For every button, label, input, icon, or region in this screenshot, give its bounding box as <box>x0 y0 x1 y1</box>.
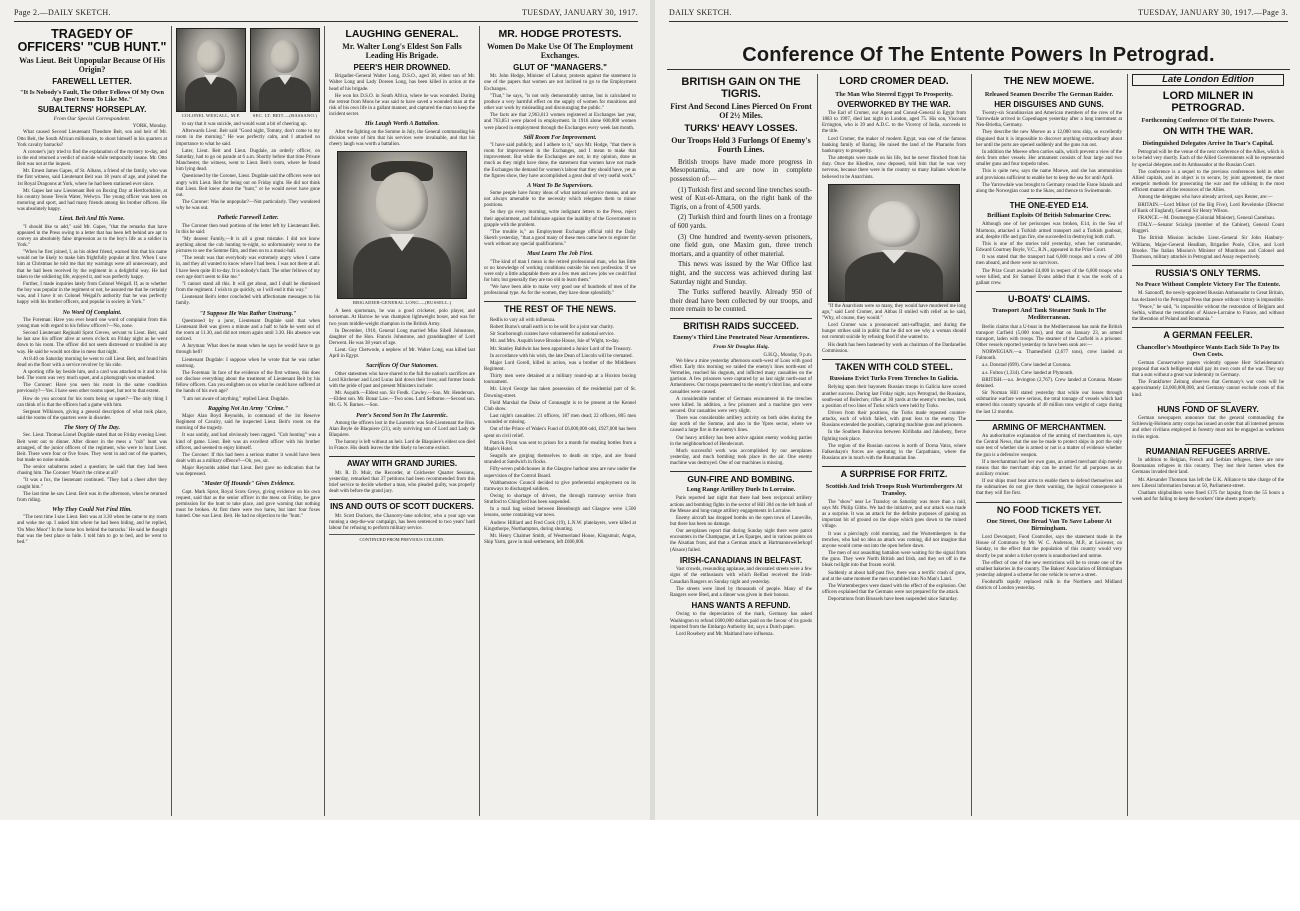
milner-paragraph: The conference is a sequel to the previous conferences held in other Allied capitals, and its object is to secure, by joint agreement, the most energetic methods for prosecuting the war and the utilising in the most efficient manner all the resources of the Allies. <box>1132 169 1284 194</box>
moewe-paragraph: Twenty-six Scandinavian and American members of the crew of the Yarrowdale arrived in Copenhagen yesterday after a long internment at Neu-Brietha, Germany. <box>976 110 1122 129</box>
gunfire-paragraph: Our aeroplanes report that during Sunday night there were patrol encounters in the Champagne, at Les Eparges, and in various points on the Alsatian front, and that a German attack at Hartmannsweilerkopf (Alsace) failed. <box>670 529 812 553</box>
news-item: Major Lord Gorell, killed in action, was a brother of the Middlesex Regiment. <box>484 360 636 372</box>
steel-headline: TAKEN WITH COLD STEEL. <box>835 361 953 372</box>
tickets-paragraph: The effect of one of the new restrictions will be to create one of the smallest bakeries in the country. The Bakers' Association of Birmingham yesterday adopted a scheme for one vehicle to serve a street. <box>976 560 1122 579</box>
long-paragraph: After the fighting on the Somme in July, the General commanding his division wrote of him that his services were invaluable, and that his cheery laugh was worth a battalion. <box>329 129 475 147</box>
uboat-list-item: a.s. Fulton (1,334). Crew landed at Plymouth. <box>982 370 1074 376</box>
milner-deck: Forthcoming Conference Of The Entente Powers. <box>1141 117 1275 125</box>
letter-paragraph: "My dearest Family,—It is all a great mistake. I did not know anything about the cub hunting to-night, so unfortunately went to the pictures to see the Somme film, and then on to a music-hall. <box>176 236 320 255</box>
cub-sub1: FAREWELL LETTER. <box>52 77 132 87</box>
cub-subhead: The Story Of The Day. <box>64 425 120 432</box>
news-item: Redlis to vary all with influenza. <box>490 317 556 323</box>
left-folio-left: Page 2.—DAILY SKETCH. <box>14 8 111 17</box>
right-folio-right: TUESDAY, JANUARY 30, 1917.—Page 3. <box>1138 8 1288 17</box>
gunfire-paragraph: Paris reported last night that there had been reciprocal artillery actions and bombing fights in the sector of Hill 304 on the left bank of the Meuse and long-range artillery engagements in Lorraine. <box>670 496 812 514</box>
lt-beit-photo <box>250 28 320 112</box>
tigris-paragraph: British troops have made more progress in Mesopotamia, and are now in complete possession of:— <box>670 157 812 184</box>
column-rule <box>324 26 325 816</box>
moewe-paragraph: In addition the Moewe often carries sails, which prevent a view of the deck from other vessels. Her armament consists of four large and two smaller guns and four torpedo tubes. <box>976 149 1122 168</box>
lt-beit-caption: SEC. LT. BEIT.—(BASSANO.) <box>252 113 318 118</box>
continued-notice: CONTINUED FROM PREVIOUS COLUMN. <box>329 534 475 543</box>
letter-paragraph: It was untidy, and had obviously been ragged. "Cub hunting" was a kind of game. Lieut. Beit was an excellent officer with his brother officers, and seemed to enjoy himself. <box>176 433 320 451</box>
fritz-headline: A SURPRISE FOR FRITZ. <box>840 469 948 480</box>
e14-paragraph: The Prize Court awarded £4,000 in respect of the 6,000 troops who were killed, and Sir Samuel Evans added that it was the work of a gallant crew. <box>976 268 1122 286</box>
raids-headline: BRITISH RAIDS SUCCEED. <box>683 320 799 331</box>
cub-dateline: YORK, Monday. <box>132 124 167 130</box>
tickets-deck: One Street, One Bread Van To Save Labour At Birmingham. <box>986 518 1112 533</box>
long-paragraph: A keen sportsman, he was a good cricketer, polo player, and horseman. At Harrow he was champion lightweight boxer, and was for two years middle-weight champion in the British Army. <box>329 309 475 327</box>
news-item: Mr. Stanley Baldwin has been appointed a Junior Lord of the Treasury. <box>490 346 632 352</box>
column-rule <box>971 74 972 816</box>
e14-headline: THE ONE-EYED E14. <box>1009 200 1089 210</box>
news-item: Mr. Lloyd George has taken possession of the residential part of St. Downing-street. <box>484 387 636 399</box>
letter-paragraph: The Coroner: Was he unpopular?—Not particularly. They wondered why he was out. <box>176 200 320 212</box>
letter-paragraph: The Foreman: In face of the evidence of the first witness, this does not disclose everything about the treatment of Lieutenant Beit by his fellow officers. Can you enlighten us on what he could have suffered at the hands of his own age? <box>176 370 320 395</box>
late-edition-box: Late London Edition <box>1132 74 1284 86</box>
fritz-paragraph: It was a piercingly cold morning, and the Wurtembergers in the trenches, who had no idea an attack was coming, did not imagine that anyone would come out into the open before dawn. <box>822 531 966 549</box>
cub-hunt-column <box>14 26 170 816</box>
long-paragraph: Brigadier-General Walter Long, D.S.O., aged 38, eldest son of Mr. Walter Long and Lady Doreen Long, has been killed in action at the head of his brigade. <box>329 74 475 92</box>
left-folio-right: TUESDAY, JANUARY 30, 1917. <box>522 8 638 17</box>
letter-paragraph: The Coroner then read portions of the letter left by Lieutenant Beit. In this he said: <box>176 223 320 235</box>
news-item: Mr. and Mrs. Asquith leave Brooke House, Isle of Wight, to-day. <box>490 339 620 345</box>
fritz-paragraph: The men of our assaulting battalion were waiting for the signal from the guns. They were North British and Irish, and they set off in the bleak twilight into that frozen world. <box>822 551 966 569</box>
fritz-deck: Scottish And Irish Troops Rush Wurtembergers At Transloy. <box>825 482 963 497</box>
letter-paragraph: "I am not aware of anything," replied Lieut. Dugdale. <box>182 396 289 402</box>
news-item: Mr. Henry Chalmer Smith, of Westmerland House, Kingsmuir, Angus, Ship Yarm, gave in mail settlement, left £600,000. <box>484 533 636 546</box>
moewe-paragraph: This is quite new, says the name Moewe, and she has ammunition and provisions sufficient to enable her to keep the sea for until April. <box>976 169 1122 181</box>
cromer-headline: LORD CROMER DEAD. <box>839 76 949 87</box>
steel-paragraph: Relying upon their bayonets Russian troops in Galicia have scored another success. During last Friday night, says Petrograd, the Russians, south-east of Bolechov, rifles at 30 yards at the enemy's trenches, took a position of two lines of Turks which were held by Turks. <box>822 385 966 409</box>
cromer-paragraph: His death has been hastened by work as chairman of the Dardanelles Commission. <box>822 342 966 354</box>
letter-paragraph: "I cannot stand all this. It will get about, and I shall be dismissed from the regiment. I wish to go quickly, so I will end it this way." <box>176 281 320 294</box>
raids-byline: From Sir Douglas Haig. <box>712 344 770 351</box>
divider <box>822 466 966 467</box>
cromer-paragraph: The attempts were made on his life, but he never flinched from his duty. Once the Khedive, now deposed, told him that he was very nervous, because there were in the country so many Italians whom he believed to be Anarchists. <box>822 156 966 180</box>
divider <box>1132 327 1284 328</box>
raids-paragraph: A considerable number of Germans encountered in the trenches were killed. In addition, a few prisoners and a machine gun were secured. Our casualties were very slight. <box>670 396 812 415</box>
merchant-headline: ARMING OF MERCHANTMEN. <box>992 422 1106 432</box>
hodge-paragraph: Some people have funny ideas of what national service means, and are not always amenable to the necessity which relegates them to minor positions. <box>484 190 636 209</box>
letter-paragraph: to say that it was suicide, and would want a bit of cheering up. <box>182 122 307 128</box>
refund-headline: HANS WANTS A REFUND. <box>691 600 791 610</box>
left-page <box>0 0 650 820</box>
milner-deck2: Distinguished Delegates Arrive In Tsar's Capital. <box>1142 140 1274 148</box>
cub-paragraph: A sporting rifle lay beside him, and a card was attached to it and to his bed. The room was very much upset, and a photograph was smashed. <box>17 369 167 382</box>
hodge-headline: MR. HODGE PROTESTS. <box>498 28 622 40</box>
milner-paragraph: Among the delegates who have already arrived, says Reuter, are:— <box>1138 195 1273 201</box>
hodge-paragraph: "I have said publicly, and I adhere to it," says Mr. Hodge, "that there is room for improvement in the Exchanges, and I mean to make that improvement. But while the Exchanges are not, in my opinion, done as much as they might have done, the statement that women have not made the Exchanges the demand for women's labour that they should have, yet as the figures show, they have accomplished a great deal of very useful work." <box>484 142 636 179</box>
letter-paragraph: Questioned by the Coroner, Lieut. Dugdale said the officers were not angry with Lieut. Beit for being out on Friday night. He did not think that Lieut. Beit knew about the "hunt," or he would never have gone out. <box>176 174 321 198</box>
right-folio <box>669 4 1288 22</box>
tickets-headline: NO FOOD TICKETS YET. <box>996 504 1102 515</box>
news-item: Field Marshal the Duke of Connaught is to be present at the Kennel Club show. <box>484 400 636 412</box>
fritz-paragraph: The Wurtembergers were dazed with the effect of the explosion. Our officers explained that the Germans were not prepared for the attack. <box>822 583 966 595</box>
hodge-paragraph: "The trouble is," an Employment Exchange official told the Daily Sketch yesterday, "that a good many of these men came here to register for work without any special qualifications." <box>484 229 636 248</box>
cub-paragraph: What caused Second Lieutenant Theodore Beit, son and heir of Mr. Otto Beit, the South African millionaire, to shoot himself in his quarters at York cavalry barracks? <box>17 130 167 148</box>
long-headline: LAUGHING GENERAL. <box>345 28 459 40</box>
column-rule <box>817 74 818 816</box>
left-folio <box>14 4 638 22</box>
letter-paragraph: Afterwards Lieut. Beit said "Good night, Tommy, don't come to my room in the morning." He was perfectly calm, and I attached no importance to what he said. <box>176 129 320 147</box>
cub-paragraph: "The next time I saw Lieut. Beit was at 3.30 when he came to my room and woke me up. I asked him where he had been hiding, and he replied, 'On Moo Moor'! In the horse box behind the barracks.' He said he thought that was the best place to hide. I told him to go to bed, and he went to bed." <box>17 515 167 545</box>
cub-paragraph: Sergeant Wilkinson, giving a general description of what took place, said the rooms of the quarters were in disorder. <box>17 409 167 422</box>
cromer-deck: The Man Who Steered Egypt To Prosperity. <box>835 90 953 98</box>
cub-quote: "It Is Nobody's Fault, The Other Fellows Of My Own Age Don't Seem To Like Me." <box>20 88 164 103</box>
long-paragraph: He won his D.S.O. in South Africa, where he was wounded. During the retreat from Mons he was said to have saved a wounded man at the risk of his own life in a gallant manner, and captured the man to keep the incident secret. <box>329 93 475 118</box>
divider <box>329 456 475 457</box>
brigadier-long-caption: BRIGADIER-GENERAL LONG.—(RUSSELL.) <box>352 300 452 306</box>
cub-sub2: SUBALTERNS' HORSEPLAY. <box>37 104 147 114</box>
raids-paragraph: Much successful work was accomplished by our aeroplanes yesterday, and much bombing took place in the air. One enemy machine was destroyed. One of our machines is missing. <box>670 448 812 467</box>
gunfire-paragraph: Enemy aircraft has dropped bombs on the open town of Luneville, but there has been no damage. <box>670 515 812 528</box>
divider <box>670 471 812 472</box>
letter-subhead: Ragging Not An Army "Crime." <box>207 405 289 412</box>
letter-subhead: Pathetic Farewell Letter. <box>217 215 279 222</box>
merchant-paragraph: If our ships must bear arms to enable them to defend themselves and the submarines do not give them warning, the logical consequence is that they will fire first. <box>976 479 1122 497</box>
tigris-paragraph: The Turks suffered heavily. Already 950 of their dead have been collected by our troops, and more remain to be counted. <box>670 288 812 314</box>
belfast-paragraph: The streets were lined by thousands of people. Many of the Rangers were fêted, and a dinner was given in their honour. <box>670 586 812 598</box>
raids-deck: Enemy's Third Line Penetrated Near Armentieres. <box>672 334 810 342</box>
cub-subhead: No Word Of Complaint. <box>62 309 122 316</box>
hodge-paragraph: "We have been able to make very good use of hundreds of men of the professional type. As for the women, they have done splendidly." <box>484 285 636 297</box>
conference-banner: Conference Of The Entente Powers In Petrograd. <box>667 40 1290 70</box>
raids-paragraph: Our heavy artillery has been active against enemy working parties in the neighbourhood of Hendecourt. <box>670 435 812 447</box>
cub-subhead: Why They Could Not Find Him. <box>52 507 132 514</box>
raids-paragraph: There was considerable artillery activity on both sides during the day north of the Somme, and also in the Ypres sector, where we caused a large fire in the enemy's lines. <box>670 416 812 434</box>
cromer-paragraph: Lord Cromer was a pronounced anti-suffragist, and during the hunger strikes said in public that he did not see why a woman should not commit suicide by refusing food if she wanted to. <box>822 323 966 341</box>
news-item: Patrick Flynn was sent to prison for a month for stealing bottles from a Maple's Hotel. <box>484 440 636 452</box>
hodge-subhead: Must Learn The Job First. <box>527 251 593 258</box>
cromer-paragraph: The Earl of Cromer, our Agent and Consul-General in Egypt from 1883 to 1907, died last night in London, aged 75. His son, Viscount Errington, who is 39 and A.D.C. to the Viceroy of India, succeeds to the title. <box>822 110 966 135</box>
cub-paragraph: "I should like to add," said Mr. Gapes, "that the remarks that have appeared in the Press owing to a letter that has been left behind are apt to convey an absolutely false impression as to the boy's life as a soldier in York." <box>17 224 167 248</box>
refugees-paragraph: Mr. Alexander Thomson has left the U.K. Alliance to take charge of the new Liberal information bureau at 50, Parliament-street. <box>1132 477 1284 489</box>
cromer-sub1: OVERWORKED BY THE WAR. <box>837 99 951 109</box>
cub-paragraph: A coroner's jury tried to find the explanation of the mystery to-day, and in the end returned a verdict of suicide while temporarily insane. Mr. Otto Beit was not at the inquest. <box>17 149 167 168</box>
divider <box>976 291 1122 292</box>
hodge-deck: Women Do Make Use Of The Employment Exchanges. <box>486 42 634 60</box>
moewe-paragraph: The Yarrowdale was brought to Germany round the Faroe Islands and along the Norwegian coast to the Skaw, and thence to Swinemunde. <box>976 182 1122 194</box>
e14-paragraph: Although one of her periscopes was broken, E14, in the Sea of Marmora, attacked a Turkish armed transport and a Turkish gunboat, and, despite rifle and gun fire, she succeeded in destroying both craft. <box>976 222 1122 240</box>
grand-juries-headline: AWAY WITH GRAND JURIES. <box>346 459 458 469</box>
tigris-deck2: Our Troops Hold 3 Furlongs Of Enemy's Fourth Lines. <box>671 135 811 154</box>
cub-paragraph: Sec. Lieut. Thomas Lionel Dugdale stated that on Friday evening Lieut. Beit went out to dinner. After dinner in the mess a "cub" hunt was arranged, of the junior officers of the regiment, who were to hunt Lieut. Beit. There were four or five foxes. They went in and out of the quarters, but made no noise outside. <box>17 433 167 463</box>
moewe-sub1: HER DISGUISES AND GUNS. <box>994 99 1104 109</box>
cub-paragraph: "When he first joined, I, as his oldest friend, warned him that his name would not be likely to make him frightfully popular at first. When I saw him at Christmas he told me that my warnings were all unnecessary, and that he had been received by the regiment in a delightful way. He had taken to the soldiering life, enjoyed it, and was perfectly happy. <box>17 250 167 280</box>
long-paragraph: Lieut. Guy Chetwode, a nephew of Mr. Walter Long, was killed last April in Egypt. <box>329 348 475 360</box>
moewe-paragraph: They describe the new Moewe as a 12,000 tons ship, so excellently disguised that it is impossible to discover anything extraordinary about her until the ports are opened suddenly and the guns run out. <box>976 130 1122 148</box>
hodge-sub1: GLUT OF "MANAGERS." <box>513 62 607 72</box>
cub-deck: Was Lieut. Beit Unpopular Because Of His Origin? <box>19 56 165 75</box>
belfast-headline: IRISH-CANADIANS IN BELFAST. <box>679 555 803 565</box>
cub-paragraph: Further, I made inquiries lately from Colonel Weigall. If, as to whether the boy was popular in the regiment or not, he assured me that he certainly was, and I have it on Colonel Weigall's authority that he was perfectly happy with his brother officers, and popular in society in York." <box>17 281 167 306</box>
divider <box>1185 444 1231 445</box>
merchant-paragraph: An authoritative explanation of the arming of merchantmen is, says the Central News, that the use be made to protect ships in port the only sure test of whether she is armed or not is a matter of evidence whether the gun is a defensive weapon. <box>976 434 1122 458</box>
milner-paragraph: The British Mission includes Lieut.-General Sir John Hanbury-Williams, Major-General Headlam, Brigadier Poole, Clive, and Lord Brooke. The Italian Mission's Minister of Munitions and Colonel and Thomson, military attachés in Petrograd and Assay respectively. <box>1132 236 1284 260</box>
long-column <box>326 26 478 816</box>
milner-headline: LORD MILNER IN PETROGRAD. <box>1162 90 1254 114</box>
letter-paragraph: Major Reynolds added that Lieut. Beit gave no indication that he was depressed. <box>176 466 320 478</box>
milner-sub1: ON WITH THE WAR. <box>1162 126 1254 138</box>
moewe-column <box>973 74 1125 816</box>
e14-deck: Brilliant Exploits Of British Submarine Crew. <box>987 212 1111 220</box>
column-rule <box>479 26 480 816</box>
news-item: Thirty men were detained at a military round-up at a Hoxton boxing tournament. <box>484 374 636 386</box>
lord-cromer-photo <box>828 184 960 302</box>
milner-delegate: FRANCE.—M. Doumergue (Colonial Minister), General Castelnau. <box>1138 215 1275 221</box>
cub-subhead: Lieut. Beit And His Name. <box>59 216 125 223</box>
tigris-list-item: (1) Turkish first and second line trenches south-west of Kut-el-Amara, on the right bank of the Tigris, on a front of 4,500 yards. <box>670 185 812 211</box>
belfast-paragraph: Vast crowds, resounding applause, and decorated streets were a few signs of the enthusiasm with which Belfast received the Irish-Canadian Rangers on Sunday night and yesterday. <box>670 567 812 585</box>
uboat-deck: Transport And Tank Steamer Sunk In The Mediterranean. <box>991 307 1107 322</box>
raids-dateline: G.H.Q., Monday, 9 p.m. <box>763 352 812 358</box>
column-rule <box>171 26 172 816</box>
tigris-sub1: TURKS' HEAVY LOSSES. <box>684 123 798 134</box>
tigris-report <box>670 158 812 314</box>
tigris-list-item: (3) One hundred and twenty-seven prisoners, one field gun, one Maxim gun, three trench mortars, and a quantity of other material. <box>670 232 812 258</box>
tigris-paragraph: This news was issued by the War Office last night, and the success was achieved during last Saturday night and Sunday. <box>670 260 812 286</box>
steel-paragraph: In the Southern Bukovina between Kirlibaba and Jakobeny, fierce fighting took place. <box>822 430 966 442</box>
duckers-paragraph: Mr. Scott Duckers, the Chancery-lane solicitor, who a year ago was running a step-the-war campaign, has been sentenced to two years' hard labour for refusing to perform military service. <box>329 513 475 532</box>
tigris-list-item: (2) Turkish third and fourth lines on a frontage of 600 yards. <box>670 213 812 231</box>
steel-deck: Russians Evict Turks From Trenches In Galicia. <box>829 375 959 383</box>
hodge-column <box>481 26 639 816</box>
tigris-headline: BRITISH GAIN ON THE TIGRIS. <box>681 76 801 100</box>
letter-paragraph: Lieutenant Dugdale: I suppose when he wrote that he was rather unstrung. <box>176 357 320 369</box>
russia-terms-paragraph: "Peace," he said, "is impossible without the restoration of Belgium and Serbia, without the restoration of Alsace-Lorraine to France, and without the liberation of Poland and Roumania." <box>1132 304 1284 323</box>
news-item: Fifty-seven publichouses in the Glasgow harbour area are now under the supervision of the Control Board. <box>484 467 636 479</box>
merchant-paragraph: If a merchantman had her own guns, an armed merchant ship merely means that the merchant ship can be armed for all purposes as an auxiliary cruiser. <box>976 459 1122 478</box>
divider <box>1027 198 1071 199</box>
german-feeler-headline: A GERMAN FEELER. <box>1163 330 1253 341</box>
divider <box>976 502 1122 503</box>
cub-paragraph: The last time he saw Lieut. Beit was in the afternoon, when he returned from riding. <box>17 491 167 503</box>
cub-paragraph: Second Lieutenant Reginald Sprot Greves, servant to Lieut. Beit, said he last saw his officer alive at seven o'clock on Friday night as he went down to his room. The officer did not seem distressed or troubled in any way. He said he would not dine in mess that night. <box>17 331 167 355</box>
raids-paragraph: We blew a mine yesterday afternoon south-west of Loos with good effect. Early this morning we raided the enemy's lines north-east of Vermelles, reached his dugouts, and inflicted many casualties on the garrison. A few prisoners were captured by us last night north-east of Armentieres. Our troops penetrated to the enemy's third line, and some casualties were caused. <box>670 358 812 395</box>
hodge-subhead: A Want To Be Supervisors. <box>527 182 593 189</box>
german-feeler-paragraph: German Conservative papers violently oppose Herr Scheidemann's proposal that each belligerent shall pay its own costs of the war. They say that a sum without a great war indemnity to Germany. <box>1132 360 1284 379</box>
steel-paragraph: Driven from their positions, the Turks made repeated counter-attacks, each of which failed, with great loss to the enemy. The Russians extended the position, capturing machine guns and prisoners. <box>822 411 966 429</box>
hodge-paragraph: Mr. John Hodge, Minister of Labour, protests against the statement in one of the papers that women are not inclined to go to the Employment Exchanges. <box>484 74 636 92</box>
cromer-paragraph: "If the Anarchists were so many, they would have murdered me long ago," said Lord Cromer, and Abbas II smiled with relief as he said, "Why, of course, they would." <box>822 303 966 321</box>
cromer-paragraph: Lord Cromer, the maker of modern Egypt, was one of the famous banking family of Baring. He raised the land of the Pharaohs from bankruptcy to prosperity. <box>822 136 966 154</box>
cub-headline: TRAGEDY OF OFFICERS' "CUB HUNT." <box>17 27 167 55</box>
long-subhead: Sacrifices Of Our Statesmen. <box>366 363 438 370</box>
tigris-deck: First And Second Lines Pierced On Front Of 2½ Miles. <box>670 102 812 121</box>
divider <box>1132 265 1284 266</box>
long-paragraph: Among the officers lost in the Laurentic was Sub-Lieutenant the Hon. Alan Boyle de Blaquiere (21), only surviving son of Lord and Lady de Blaquiere. <box>329 420 475 438</box>
long-paragraph: Other statesmen who have shared to the full the nation's sacrifices are Lord Kitchener and Lord Lucas laid down their lives; and former bonds with the pride of past and present Ministers include: <box>329 371 475 389</box>
letter-paragraph: "The result was that everybody was extremely angry when I came in, and they all wanted to know where I had been. I was not there at all. I have been quite ill to-day. It is nobody's fault. The other fellows of my own age don't seem to like me." <box>176 256 320 280</box>
news-item: Last night's casualties: 21 officers, 187 men dead; 22 officers, 805 men wounded or missing. <box>484 414 636 426</box>
divider <box>484 301 636 302</box>
hodge-subhead: Still Room For Improvement. <box>523 134 597 141</box>
uboat-paragraph: Sir Norman Hill stated yesterday that while our losses through submarine warfare were serious, the total tonnage of vessels which had entered this country upwards of 40 million tons weight of cargo during the last 12 months. <box>976 391 1122 415</box>
refund-paragraph: Owing to the depreciation of the mark, Germany has asked Washington to refund £600,000 dollars paid on the favour of its goods imported from the Embargo Authority list, says a Dutch paper. <box>670 612 812 630</box>
milner-column <box>1129 74 1287 816</box>
divider <box>329 499 475 500</box>
fritz-paragraph: Suddenly at about half-past five, there was a terrific crash of guns, and at the same moment the men scrambled into No Man's Land. <box>822 570 966 582</box>
long-sub1: PEER'S HEIR DROWNED. <box>353 62 451 72</box>
duckers-headline: INS AND OUTS OF SCOTT DUCKERS. <box>330 502 474 512</box>
cub-paragraph: "It was a fox, the lieutenant continued. "They had a cheer after they caught him." <box>17 478 167 490</box>
moewe-headline: THE NEW MOEWE. <box>1003 76 1095 87</box>
e14-paragraph: It was stated that the transport had 6,000 troops and a crew of 200 men aboard, and there were no survivors. <box>976 255 1122 267</box>
news-item: In accordance with his wish, the late Dean of Lincoln will be cremated. <box>490 353 633 359</box>
letter-paragraph: The Coroner: If this had been a serious matter it would have been dealt with as a military offence?—Oh, yes, sir. <box>176 452 320 464</box>
russia-terms-headline: RUSSIA'S ONLY TERMS. <box>1155 267 1261 278</box>
cub-paragraph: The senior subalterns asked a question; he said that they had been chasing him. The Coroner: Wasn't the crime at all? <box>17 465 167 477</box>
uboat-list-item: BRITISH.—a.s. Jevington (2,767). Crew landed at Corunna. Master detained. <box>976 377 1122 389</box>
long-subhead: His Laugh Worth A Battalion. <box>364 121 440 128</box>
colonel-weigall-caption: COLONEL WEIGALL, M.P. <box>181 113 241 118</box>
hodge-paragraph: So they go every morning, write indignant letters to the Press, reject their appointment, and fulminate against the inability of the Government to grapple with the problem. <box>484 210 636 228</box>
fritz-paragraph: Deportations from Brussels have been suspended since Saturday. <box>828 597 958 603</box>
tickets-paragraph: Foodstuffs rapidly replaced milk in the Northern and Midland districts of London yesterday. <box>976 580 1122 592</box>
letter-paragraph: Questioned by a juror, Lieutenant Dugdale said that when Lieutenant Beit was given a minute and a half to hide he went out of the room at 11.30, and did not return again until 3.30. His absence was noticed. <box>176 318 320 343</box>
letter-paragraph: A Juryman: What does he mean when he says he would have to go through hell? <box>176 344 320 356</box>
hodge-paragraph: "The kind of man I mean is the retired professional man, who has little or no knowledge of working conditions outside his own profession. If we were only a little adaptable there are a few men and new jobs we could find for him; but generally they are too old to learn them." <box>484 259 636 283</box>
letter-subhead: "Master Of Hounds" Gives Evidence. <box>201 481 295 488</box>
cub-byline: From Our Special Correspondent. <box>53 116 131 123</box>
russia-terms-paragraph: M. Sazonoff, the newly-appointed Russian Ambassador to Great Britain, has declared to the Petrograd Press that peace without victory is impossible. <box>1132 291 1284 303</box>
gunfire-deck: Long Range Artillery Duels In Lorraine. <box>686 486 796 494</box>
cub-paragraph: The Coroner: Have you seen his room in the same condition previously?—Yes. I have seen other rooms upset, but not to that extent. <box>17 383 167 395</box>
officer-photos <box>176 28 320 122</box>
gunfire-headline: GUN-FIRE AND BOMBING. <box>687 474 795 485</box>
moewe-deck: Released Seamen Describe The German Raider. <box>984 90 1114 98</box>
cub-paragraph: Mr. Ernest James Gapes, of St. Albans, a friend of the family, who was the first witness, said Lieutenant Beit was 18 years of age, and joined the 1st Royal Dragoons at York, where he had been stationed ever since. <box>17 169 167 187</box>
uboat-headline: U-BOATS' CLAIMS. <box>1008 293 1090 304</box>
column-rule <box>1127 74 1128 816</box>
news-item: Andrew Hilliard and Fred Cook (19), L.N.W. platelayers, were killed at Kingsthorpe, Northampton, during shunting. <box>484 520 636 532</box>
russia-terms-deck: No Peace Without Complete Victory For The Entente. <box>1135 281 1281 289</box>
brigadier-long-photo <box>337 151 467 299</box>
news-item: Owing to shortage of drivers, the through tramway service from Stratford to Chingford has been suspended. <box>484 493 636 506</box>
news-item: Walthamstow Council decided to give preferential employment on its tramways to discharged soldiers. <box>484 480 636 492</box>
news-item: Seagulls are gorging themselves to death on tripe, and are found stranded at Sandwich in flocks. <box>484 454 636 466</box>
cub-paragraph: Mr. Gapes last saw Lieutenant Beit on Boxing Day at Hertfordshire, at his country house Tewin Water, Welwyn. The young officer was keen on motoring and sport, and had many friends among his brother officers. He was absolutely happy. <box>17 188 167 213</box>
hodge-paragraph: The facts are that 2,963,613 women registered at Exchanges last year, and 763,851 were placed in employment. In 1916 alone 600,000 women were placed in employment through the Exchanges every week last month. <box>484 113 636 131</box>
german-feeler-deck: Chancellor's Mouthpiece Wants Each Side To Pay Its Own Costs. <box>1136 343 1280 358</box>
slavery-paragraph: German newspapers announce that the general commanding the Schleswig-Holstein army corps has issued an order that all interned persons and other civilians employed in forestry must not be engaged as workmen in this region. <box>1132 416 1284 440</box>
fritz-paragraph: The "show" near Le Transloy on Saturday was more than a raid, says Mr. Philip Gibbs. We had the initiative, and our attack was made as a surprise. It was an attack for the definite purposes of gaining an important bit of ground on the slope which goes down to the ruined village. <box>822 499 966 530</box>
uboat-list-item: NORWEGIAN.—a. Thamesfield (2,677 tons), crew landed at Falmouth. <box>976 350 1122 362</box>
hodge-paragraph: "That," he says, "is not only demonstrably untrue, but is calculated to produce a very harmful effect on the supply of women for munitions and other war work by misleading and discouraging the public." <box>484 93 636 112</box>
long-paragraph: In December, 1910, General Long married Miss Sibell Johnstone, daughter of the Hon. Francis Johnstone, and granddaughter of Lord Derwent. He was 38 years of age. <box>329 328 475 346</box>
e14-paragraph: This is one of the stories told yesterday, when her commander, Edward Courtney Boyle, V.C., R.N., appeared in the Prize Court. <box>976 241 1122 254</box>
refugees-headline: RUMANIAN REFUGEES ARRIVE. <box>1145 446 1271 456</box>
long-subhead: Peer's Second Son In The Laurentic. <box>356 412 448 419</box>
grand-juries-paragraph: Mr. R. D. Muir, the Recorder, at Colchester Quarter Sessions, yesterday, remarked that 37 petitions had been recommended from this brief service to decide whether a man, who pleaded guilty, was properly dealt with before the grand jury. <box>329 470 475 495</box>
letter-column <box>173 26 323 816</box>
news-item: Out of the Prince of Wales's Fund of £6,000,000 odd, £927,000 has been spent on civil relief. <box>484 427 636 439</box>
tigris-column <box>667 74 815 816</box>
divider <box>1185 402 1231 403</box>
divider <box>822 359 966 360</box>
divider <box>670 318 812 319</box>
right-page <box>655 0 1300 820</box>
letter-paragraph: Major Alan Boyd Reynolds, in command of the 1st Reserve Regiment of Cavalry, said he inspected Lieut. Beit's room on the morning of the tragedy. <box>176 413 320 432</box>
cub-paragraph: The Foreman: Have you ever heard one word of complaint from this young man with regard to his fellow officers?—No, none. <box>17 317 167 329</box>
rest-of-news-headline: THE REST OF THE NEWS. <box>503 304 616 315</box>
refugees-paragraph: Chatham shipbuilders were fined £175 for lapsing from the 55 hours a week and for failing to keep the workers' time sheets properly. <box>1132 490 1284 503</box>
cub-paragraph: How do you account for his room being so upset?—The only thing I can think of is that the officers had a game with him. <box>17 396 167 408</box>
slavery-headline: HUNS FOND OF SLAVERY. <box>1157 404 1259 414</box>
refugees-paragraph: In addition to Belgian, French and Serbian refugees, there are now Roumanian refugees in this country. They lost their homes when the Germans invaded their land. <box>1132 458 1284 476</box>
letter-paragraph: Later, Lieut. Beit and Lieut. Dugdale, an orderly officer, on Saturday, had to go on parade at 6 a.m. Shortly before that time Private Manchester, the witness, went to Lieut. Beit's room, where he found him lying dead. <box>176 148 320 173</box>
letter-paragraph: Lieutenant Beit's letter concluded with affectionate messages to his family. <box>176 295 320 307</box>
long-paragraph: Mr. Asquith.—Eldest son. Sir Fredk. Cawley.—Son. Mr. Henderson.—Eldest son. Mr. Bonar Law.—Two sons. Lord Selborne.—Second son. Mr. G. N. Barnes.—Son. <box>329 391 475 409</box>
long-deck: Mr. Walter Long's Eldest Son Falls Leading His Brigade. <box>342 42 462 60</box>
milner-delegate: ITALY.—Senator Scialoja (member of the Cabinet), General Count Ruggeri. <box>1132 223 1284 235</box>
steel-paragraph: The region of the Russian success is north of Dorna Vatra, where Falkenhayn's forces are operating in the Carpathians, where the Russians are in touch with the Roumanian line. <box>822 443 966 462</box>
milner-paragraph: Petrograd will be the venue of the next conference of the Allies, which is to be held very shortly. Each of the Allied Governments will be represented by special delegates and its Ambassador at the Russian Court. <box>1132 150 1284 168</box>
news-item: Sir Scarborough curates have volunteered for national service. <box>490 332 615 338</box>
news-item: In a mail bag seized between Beienburgh and Glasgow were 1,500 lessons, some containing war news. <box>484 507 636 519</box>
news-item: Robert Burns's small earth is to be sold for a joint war charity. <box>490 325 615 331</box>
cub-paragraph: At 8.40 on Saturday morning he went to call Lieut. Beit, and found him dead on the floor with a service revolver by his side. <box>17 356 167 368</box>
refund-paragraph: Lord Rosebery and Mr. Maitland have influenza. <box>676 631 774 637</box>
letter-subhead: "I Suppose He Was Rather Unstrung." <box>199 310 297 317</box>
cromer-column <box>819 74 969 816</box>
colonel-weigall-photo <box>176 28 246 112</box>
right-folio-left: DAILY SKETCH. <box>669 8 732 17</box>
uboat-list-item: a.s. Donstad (699). Crew landed at Corunna. <box>982 363 1072 369</box>
tickets-paragraph: Lord Devonport, Food Controller, says the statement made in the House of Commons by Mr. W. C. Anderson, M.P., at Leicester, on Sunday, to the effect that the population of this country would very shortly be put under a ticket system is unauthorised and untrue. <box>976 535 1122 559</box>
uboat-paragraph: Berlin claims that a U-boat in the Mediterranean has sunk the British transport Carfield (5,000 tons), and that on January 23, an armed transport, laden with troops. The steamer of the Carfield is a prisoner. Other vessels reported yesterday to have been sunk are:— <box>976 324 1122 348</box>
milner-delegate: BRITAIN.—Lord Milner (of the Big Five), Lord Revelstoke (Director of Bank of England), General Sir Henry Wilson. <box>1132 202 1284 214</box>
long-paragraph: The barony is left without an heir. Lord de Blaquiere's eldest son died in France. His death leaves the title likely to become extinct. <box>329 440 475 452</box>
letter-paragraph: Capt. Mark Sprot, Royal Scots Greys, giving evidence on his own request, said that as the senior officer in the mess on Friday, he gave permission for the hunt to take place, and gave warning that nothing must be broken. At first there were two hares, but later four foxes hunted. One was Lieut. Beit. He had no objection to the "hunt." <box>176 489 320 520</box>
divider <box>976 420 1122 421</box>
german-feeler-paragraph: The Frankfurter Zeitung observes that Germany's war costs will be approximately £4,000,000,000, and Germany cannot exclude costs of this kind. <box>1132 380 1284 398</box>
